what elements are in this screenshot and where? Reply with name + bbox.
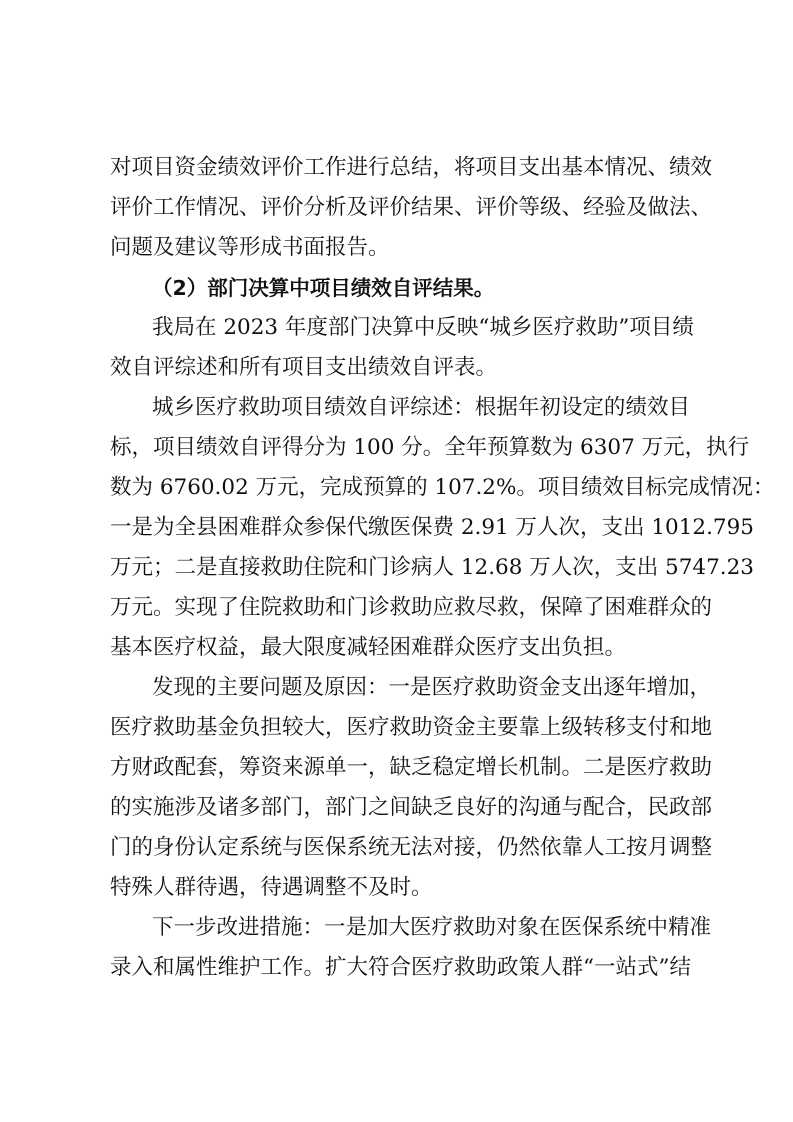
paragraph-line: 录入和属性维护工作。扩大符合医疗救助政策人群“一站式”结 [110, 955, 691, 980]
paragraph-line: 效自评综述和所有项目支出绩效自评表。 [110, 355, 498, 380]
paragraph-line: 标，项目绩效自评得分为 100 分。全年预算数为 6307 万元，执行 [110, 435, 750, 460]
paragraph-line: 一是为全县困难群众参保代缴医保费 2.91 万人次，支出 1012.795 [110, 515, 754, 540]
paragraph-line: 评价工作情况、评价分析及评价结果、评价等级、经验及做法、 [110, 195, 713, 220]
paragraph-line: 万元；二是直接救助住院和门诊病人 12.68 万人次，支出 5747.23 [110, 555, 754, 580]
paragraph-line: 方财政配套，筹资来源单一，缺乏稳定增长机制。二是医疗救助 [110, 755, 713, 780]
paragraph-line: 下一步改进措施：一是加大医疗救助对象在医保系统中精准 [152, 915, 712, 940]
paragraph-line: 基本医疗权益，最大限度减轻困难群众医疗支出负担。 [110, 635, 627, 660]
paragraph-line: 的实施涉及诸多部门，部门之间缺乏良好的沟通与配合，民政部 [110, 795, 713, 820]
paragraph-line: 城乡医疗救助项目绩效自评综述：根据年初设定的绩效目 [152, 395, 690, 420]
section-heading: （2）部门决算中项目绩效自评结果。 [152, 276, 495, 300]
paragraph-line: 特殊人群待遇，待遇调整不及时。 [110, 875, 433, 900]
paragraph-line: 问题及建议等形成书面报告。 [110, 235, 390, 260]
paragraph-line: 对项目资金绩效评价工作进行总结，将项目支出基本情况、绩效 [110, 155, 713, 180]
paragraph-line: 医疗救助基金负担较大，医疗救助资金主要靠上级转移支付和地 [110, 715, 713, 740]
paragraph-line: 数为 6760.02 万元，完成预算的 107.2%。项目绩效目标完成情况： [110, 475, 775, 500]
paragraph-line: 发现的主要问题及原因：一是医疗救助资金支出逐年增加， [152, 675, 712, 700]
paragraph-line: 门的身份认定系统与医保系统无法对接，仍然依靠人工按月调整 [110, 835, 713, 860]
paragraph-line: 万元。实现了住院救助和门诊救助应救尽救，保障了困难群众的 [110, 595, 713, 620]
paragraph-line: 我局在 2023 年度部门决算中反映“城乡医疗救助”项目绩 [152, 315, 694, 340]
